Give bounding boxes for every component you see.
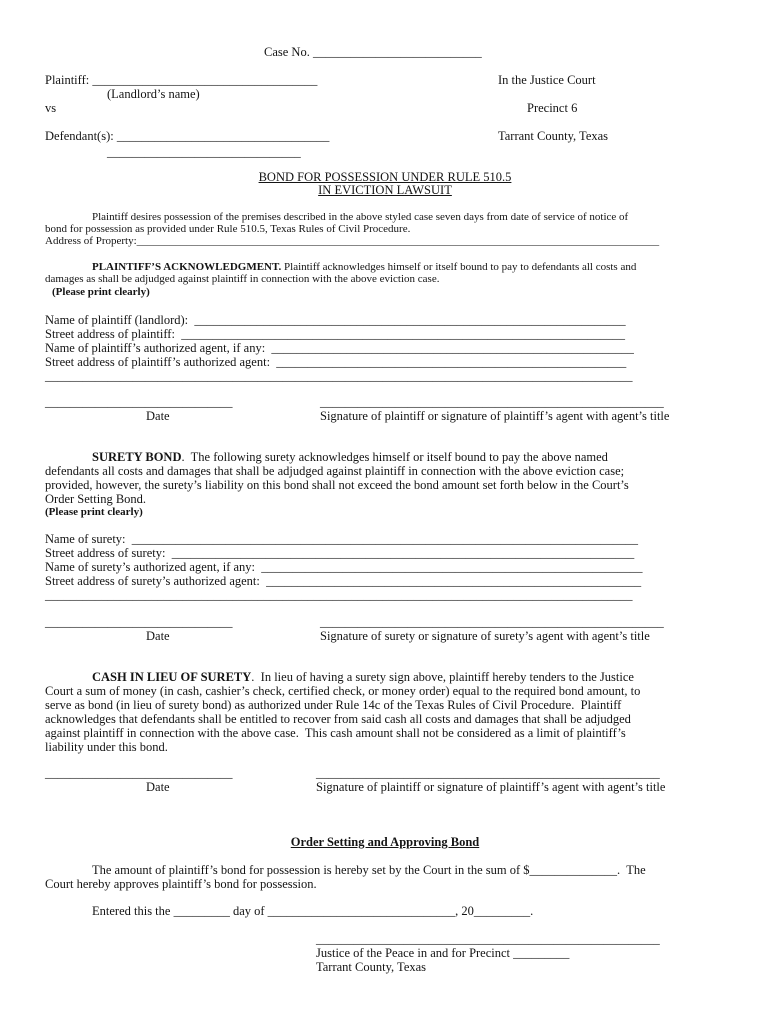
plaintiff-signature-line[interactable]: _______________________________________________________ (320, 395, 664, 409)
surety-paragraph-line-2: defendants all costs and damages that shall be adjudged against plaintiff in connection with the above eviction case; (45, 464, 625, 478)
cash-paragraph-line-2: Court a sum of money (in cash, cashier’s check, certified check, or money order) equal to the required bond amount, to (45, 684, 641, 698)
cash-paragraph-line-4: acknowledges that defendants shall be entitled to recover from said cash all costs and damages that shall be adjudged (45, 712, 631, 726)
plaintiff-field[interactable]: Plaintiff: ____________________________________ (45, 73, 318, 87)
plaintiff-date-label: Date (146, 409, 170, 423)
cash-signature-label: Signature of plaintiff or signature of plaintiff’s agent with agent’s title (316, 780, 666, 794)
plaintiff-agent-address-field-line2[interactable]: ______________________________________________________________________________________________ (45, 369, 633, 383)
surety-agent-address-field[interactable]: Street address of surety’s authorized agent: ____________________________________________________________ (45, 574, 642, 588)
order-heading: Order Setting and Approving Bond (290, 835, 480, 849)
surety-name-field[interactable]: Name of surety: _________________________________________________________________________________ (45, 532, 639, 546)
plaintiff-name-field[interactable]: Name of plaintiff (landlord): _____________________________________________________________________ (45, 313, 626, 327)
plaintiff-ack-heading: PLAINTIFF’S ACKNOWLEDGMENT. (92, 261, 282, 273)
precinct-label: Precinct 6 (527, 101, 578, 115)
surety-signature-label: Signature of surety or signature of surety’s agent with agent’s title (320, 629, 650, 643)
surety-date-label: Date (146, 629, 170, 643)
document-title: BOND FOR POSSESSION UNDER RULE 510.5 (258, 170, 512, 184)
defendants-field[interactable]: Defendant(s): __________________________________ (45, 129, 330, 143)
cash-heading: CASH IN LIEU OF SURETY (92, 670, 252, 684)
intro-text-line-1: Plaintiff desires possession of the premises described in the above styled case seven days from date of service of notice of (92, 211, 629, 223)
surety-text: . The following surety acknowledges himself or itself bound to pay the above named (181, 450, 608, 464)
court-name: In the Justice Court (498, 73, 596, 87)
cash-date-label: Date (146, 780, 170, 794)
plaintiff-agent-address-field[interactable]: Street address of plaintiff’s authorized agent: ________________________________________________________ (45, 355, 627, 369)
cash-paragraph-line-3: serve as bond (in lieu of surety bond) as authorized under Rule 14c of the Texas Rules of Civil Procedure. Plaintiff (45, 698, 622, 712)
surety-paragraph-line-4: Order Setting Bond. (45, 492, 147, 506)
versus-label: vs (45, 101, 57, 115)
cash-paragraph-line-6: liability under this bond. (45, 740, 168, 754)
order-text-line-2: Court hereby approves plaintiff’s bond for possession. (45, 877, 317, 891)
print-clearly-note: (Please print clearly) (52, 286, 150, 298)
entered-date-field[interactable]: Entered this the _________ day of ______________________________, 20_________. (92, 904, 534, 918)
surety-heading: SURETY BOND (92, 450, 182, 464)
judge-signature-line[interactable]: _______________________________________________________ (316, 932, 660, 946)
county-label: Tarrant County, Texas (498, 129, 609, 143)
surety-date-line[interactable]: ______________________________ (45, 615, 233, 629)
plaintiff-ack-text: Plaintiff acknowledges himself or itself bound to pay to defendants all costs and (281, 261, 637, 273)
surety-agent-name-field[interactable]: Name of surety’s authorized agent, if any: _____________________________________________________________ (45, 560, 643, 574)
cash-text: . In lieu of having a surety sign above, plaintiff hereby tenders to the Justice (251, 670, 634, 684)
surety-paragraph-line-1 (92, 451, 608, 464)
cash-paragraph-line-5: against plaintiff in connection with the above case. This cash amount shall not be considered as a limit of plaintiff’s (45, 726, 626, 740)
order-text-line-1: The amount of plaintiff’s bond for possession is hereby set by the Court in the sum of $______________. The (92, 863, 646, 877)
cash-date-line[interactable]: ______________________________ (45, 766, 233, 780)
surety-print-clearly-note: (Please print clearly) (45, 506, 143, 518)
landlord-name-caption: (Landlord’s name) (107, 87, 200, 101)
surety-agent-address-field-line2[interactable]: ______________________________________________________________________________________________ (45, 588, 633, 602)
surety-signature-line[interactable]: _______________________________________________________ (320, 615, 664, 629)
cash-signature-line[interactable]: _______________________________________________________ (316, 766, 660, 780)
surety-address-field[interactable]: Street address of surety: __________________________________________________________________________ (45, 546, 635, 560)
plaintiff-signature-label: Signature of plaintiff or signature of plaintiff’s agent with agent’s title (320, 409, 670, 423)
plaintiff-ack-paragraph-line-1 (92, 262, 636, 273)
cash-paragraph-line-1 (92, 671, 634, 684)
document-subtitle: IN EVICTION LAWSUIT (318, 183, 452, 197)
surety-paragraph-line-3: provided, however, the surety’s liability on this bond shall not exceed the bond amount set forth below in the Court’s (45, 478, 629, 492)
property-address-field[interactable]: Address of Property:_______________________________________________________________________________________________ (45, 235, 660, 247)
plaintiff-address-field[interactable]: Street address of plaintiff: _______________________________________________________________________ (45, 327, 625, 341)
defendants-field-line2[interactable]: _______________________________ (107, 145, 301, 159)
intro-text-line-2: bond for possession as provided under Rule 510.5, Texas Rules of Civil Procedure. (45, 223, 411, 235)
case-number-field[interactable]: Case No. ___________________________ (264, 45, 482, 59)
judge-county: Tarrant County, Texas (316, 960, 427, 974)
plaintiff-date-line[interactable]: ______________________________ (45, 395, 233, 409)
plaintiff-agent-name-field[interactable]: Name of plaintiff’s authorized agent, if any: __________________________________________________________ (45, 341, 634, 355)
judge-title: Justice of the Peace in and for Precinct _________ (316, 946, 570, 960)
plaintiff-ack-paragraph-line-2: damages as shall be adjudged against plaintiff in connection with the above eviction case. (45, 273, 440, 285)
